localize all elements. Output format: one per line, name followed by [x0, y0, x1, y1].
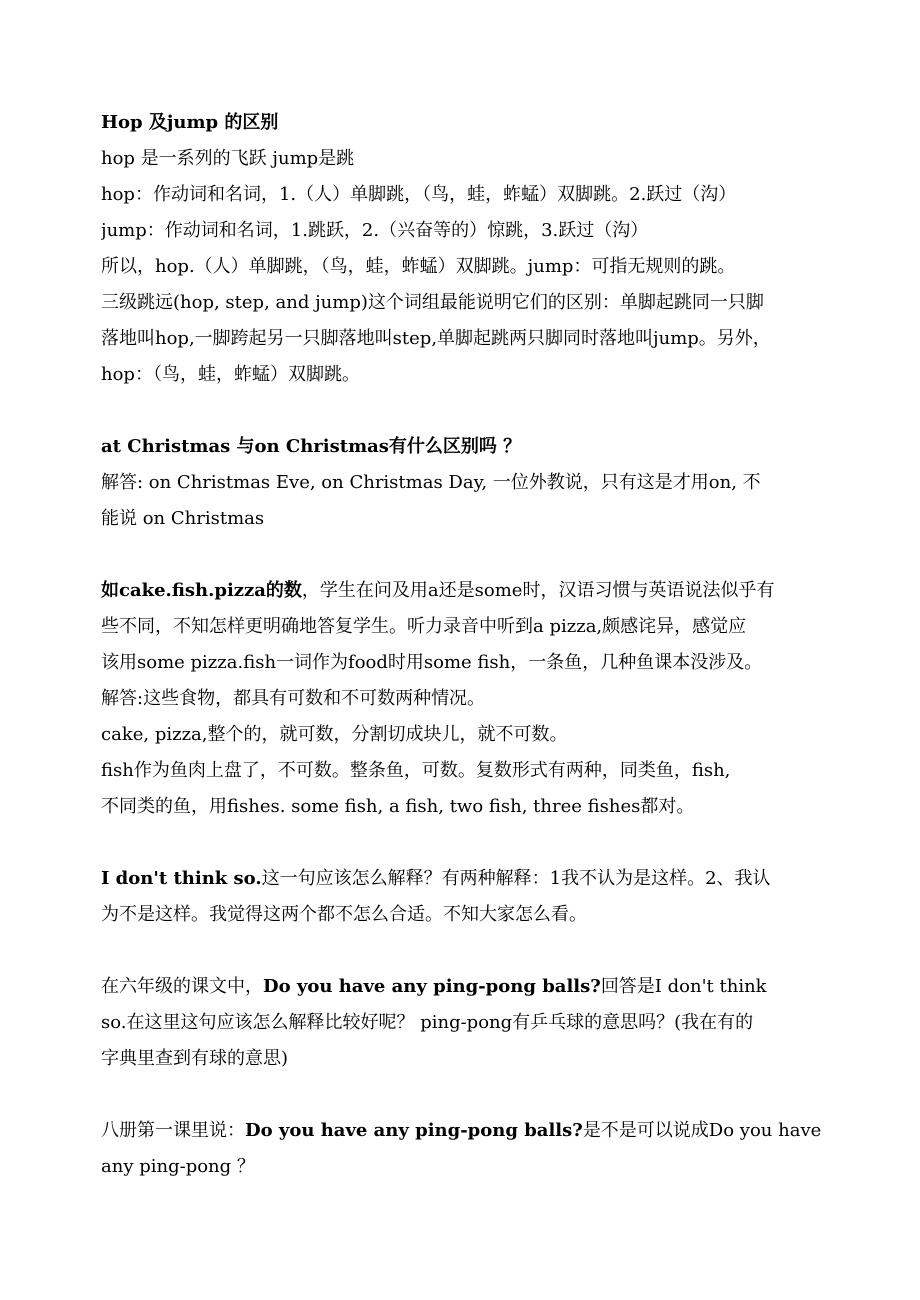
- question-prefix: 在六年级的课文中，: [101, 976, 263, 997]
- paragraph-gap: [101, 393, 891, 429]
- paragraph-line: hop：作动词和名词，1.（人）单脚跳，（鸟，蛙，蚱蜢）双脚跳。2.跃过（沟）: [101, 184, 737, 205]
- paragraph-line: any ping-pong ？: [101, 1156, 255, 1177]
- paragraph-line: fish作为鱼肉上盘了，不可数。整条鱼，可数。复数形式有两种，同类鱼，fish,: [101, 760, 731, 781]
- question-prefix: 八册第一课里说：: [101, 1120, 245, 1141]
- paragraph-line: 些不同，不知怎样更明确地答复学生。听力录音中听到a pizza,颇感诧异，感觉应: [101, 616, 747, 637]
- paragraph-gap: [101, 1077, 891, 1113]
- question-text: ，学生在问及用a还是some时，汉语习惯与英语说法似乎有: [301, 580, 775, 601]
- question-bold-text: Do you have any ping-pong balls?: [245, 1120, 583, 1141]
- question-bold-text: 如cake.fish.pizza的数: [101, 580, 302, 601]
- paragraph-line: 字典里查到有球的意思): [101, 1048, 289, 1069]
- paragraph-line: 解答: on Christmas Eve, on Christmas Day, 一位外教说，只有这是才用on, 不: [101, 472, 761, 493]
- question-line-ping-pong-grade6: [101, 969, 891, 1005]
- paragraph-line: hop：（鸟，蛙，蚱蜢）双脚跳。: [101, 364, 360, 385]
- section-title-hop-jump: Hop 及jump 的区别: [101, 112, 279, 133]
- question-bold-text: I don't think so.: [101, 868, 262, 889]
- section-title-christmas: at Christmas 与on Christmas有什么区别吗 ？: [101, 436, 522, 457]
- paragraph-line: 落地叫hop,一脚跨起另一只脚落地叫step,单脚起跳两只脚同时落地叫jump。另外，: [101, 328, 771, 349]
- question-line-ping-pong-book8: [101, 1113, 891, 1149]
- question-text: 是不是可以说成Do you have: [582, 1120, 822, 1141]
- paragraph-gap: [101, 825, 891, 861]
- question-line-dont-think-so: [101, 861, 891, 897]
- paragraph-gap: [101, 933, 891, 969]
- paragraph-line: 解答:这些食物，都具有可数和不可数两种情况。: [101, 688, 486, 709]
- paragraph-line: cake, pizza,整个的，就可数，分割切成块儿，就不可数。: [101, 724, 568, 745]
- paragraph-gap: [101, 537, 891, 573]
- paragraph-line: 所以，hop.（人）单脚跳，（鸟，蛙，蚱蜢）双脚跳。jump：可指无规则的跳。: [101, 256, 736, 277]
- paragraph-line: 三级跳远(hop, step, and jump)这个词组最能说明它们的区别：单脚起跳同一只脚: [101, 292, 764, 313]
- question-text: 这一句应该怎么解释？有两种解释：1我不认为是这样。2、我认: [261, 868, 771, 889]
- question-text: 回答是I don't think: [600, 976, 767, 997]
- paragraph-line: 能说 on Christmas: [101, 508, 265, 529]
- paragraph-line: 为不是这样。我觉得这两个都不怎么合适。不知大家怎么看。: [101, 904, 587, 925]
- paragraph-line: so.在这里这句应该怎么解释比较好呢？ ping-pong有乒乓球的意思吗？(我在有的: [101, 1012, 754, 1033]
- question-bold-text: Do you have any ping-pong balls?: [263, 976, 601, 997]
- paragraph-line: jump：作动词和名词，1.跳跃，2.（兴奋等的）惊跳，3.跃过（沟）: [101, 220, 649, 241]
- question-line-countable: [101, 573, 891, 609]
- paragraph-line: 该用some pizza.fish一词作为food时用some fish，一条鱼，几种鱼课本没涉及。: [101, 652, 763, 673]
- document-body: [101, 105, 891, 1185]
- paragraph-line: hop 是一系列的飞跃 jump是跳: [101, 148, 355, 169]
- paragraph-line: 不同类的鱼，用fishes. some fish, a fish, two fish, three fishes都对。: [101, 796, 695, 817]
